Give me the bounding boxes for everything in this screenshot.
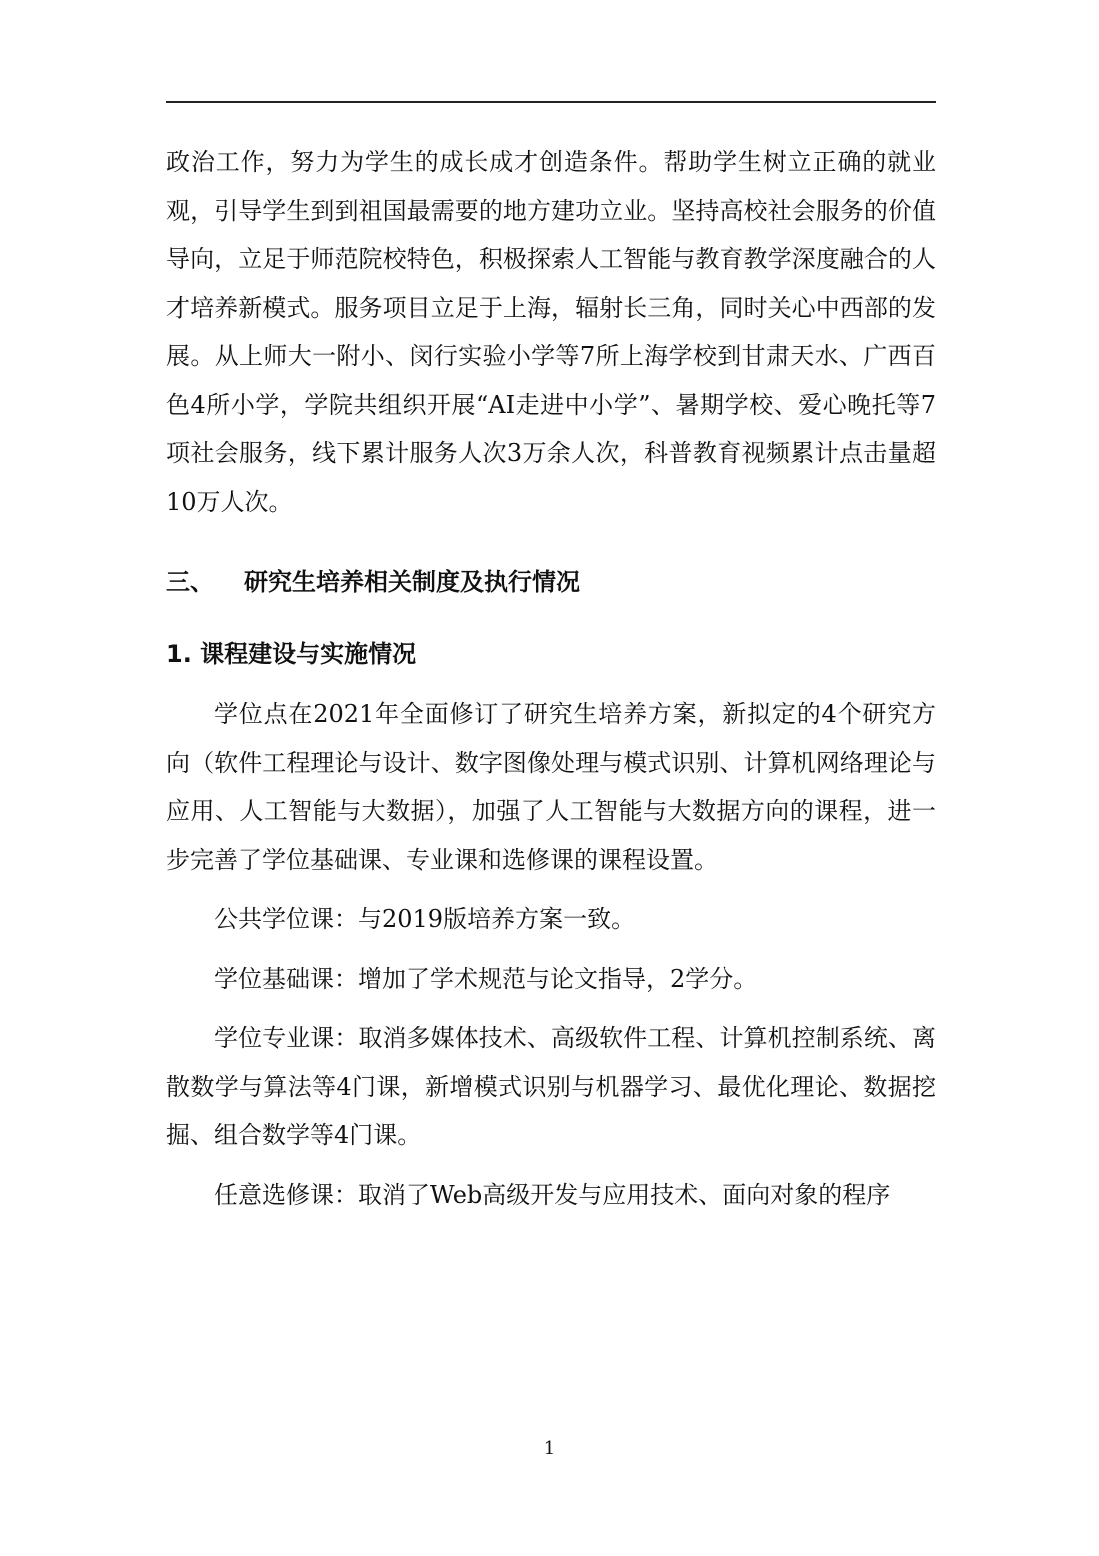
paragraph-social-service: 政治工作，努力为学生的成长成才创造条件。帮助学生树立正确的就业观，引导学生到到祖国最需要的地方建功立业。坚持高校社会服务的价值导向，立足于师范院校特色，积极探索人工智能与教育教学深度融合的人才培养新模式。服务项目立足于上海，辐射长三角，同时关心中西部的发展。从上师大一附小、闵行实验小学等7所上海学校到甘肃天水、广西百色4所小学，学院共组织开展“AI走进中小学”、暑期学校、爱心晚托等7项社会服务，线下累计服务人次3万余人次，科普教育视频累计点击量超10万人次。 xyxy=(166,148,936,516)
section-number: 三、 xyxy=(166,568,214,596)
section-heading xyxy=(166,558,936,606)
paragraph-basic-courses: 学位基础课：增加了学术规范与论文指导，2学分。 xyxy=(214,964,758,993)
subsection-heading: 1. 课程建设与实施情况 xyxy=(166,640,417,668)
page-body xyxy=(166,138,936,1219)
paragraph-major-courses: 学位专业课：取消多媒体技术、高级软件工程、计算机控制系统、离散数学与算法等4门课，新增模式识别与机器学习、最优化理论、数据挖掘、组合数学等4门课。 xyxy=(166,1024,936,1149)
paragraph-curriculum-revision: 学位点在2021年全面修订了研究生培养方案，新拟定的4个研究方向（软件工程理论与设计、数字图像处理与模式识别、计算机网络理论与应用、人工智能与大数据），加强了人工智能与大数据方向的课程，进一步完善了学位基础课、专业课和选修课的课程设置。 xyxy=(166,700,936,874)
page-number: 1 xyxy=(543,1438,556,1459)
paragraph-elective-courses: 任意选修课：取消了Web高级开发与应用技术、面向对象的程序 xyxy=(214,1180,891,1209)
header-rule xyxy=(166,101,936,103)
paragraph-public-courses: 公共学位课：与2019版培养方案一致。 xyxy=(214,905,636,933)
section-title: 研究生培养相关制度及执行情况 xyxy=(244,568,580,596)
